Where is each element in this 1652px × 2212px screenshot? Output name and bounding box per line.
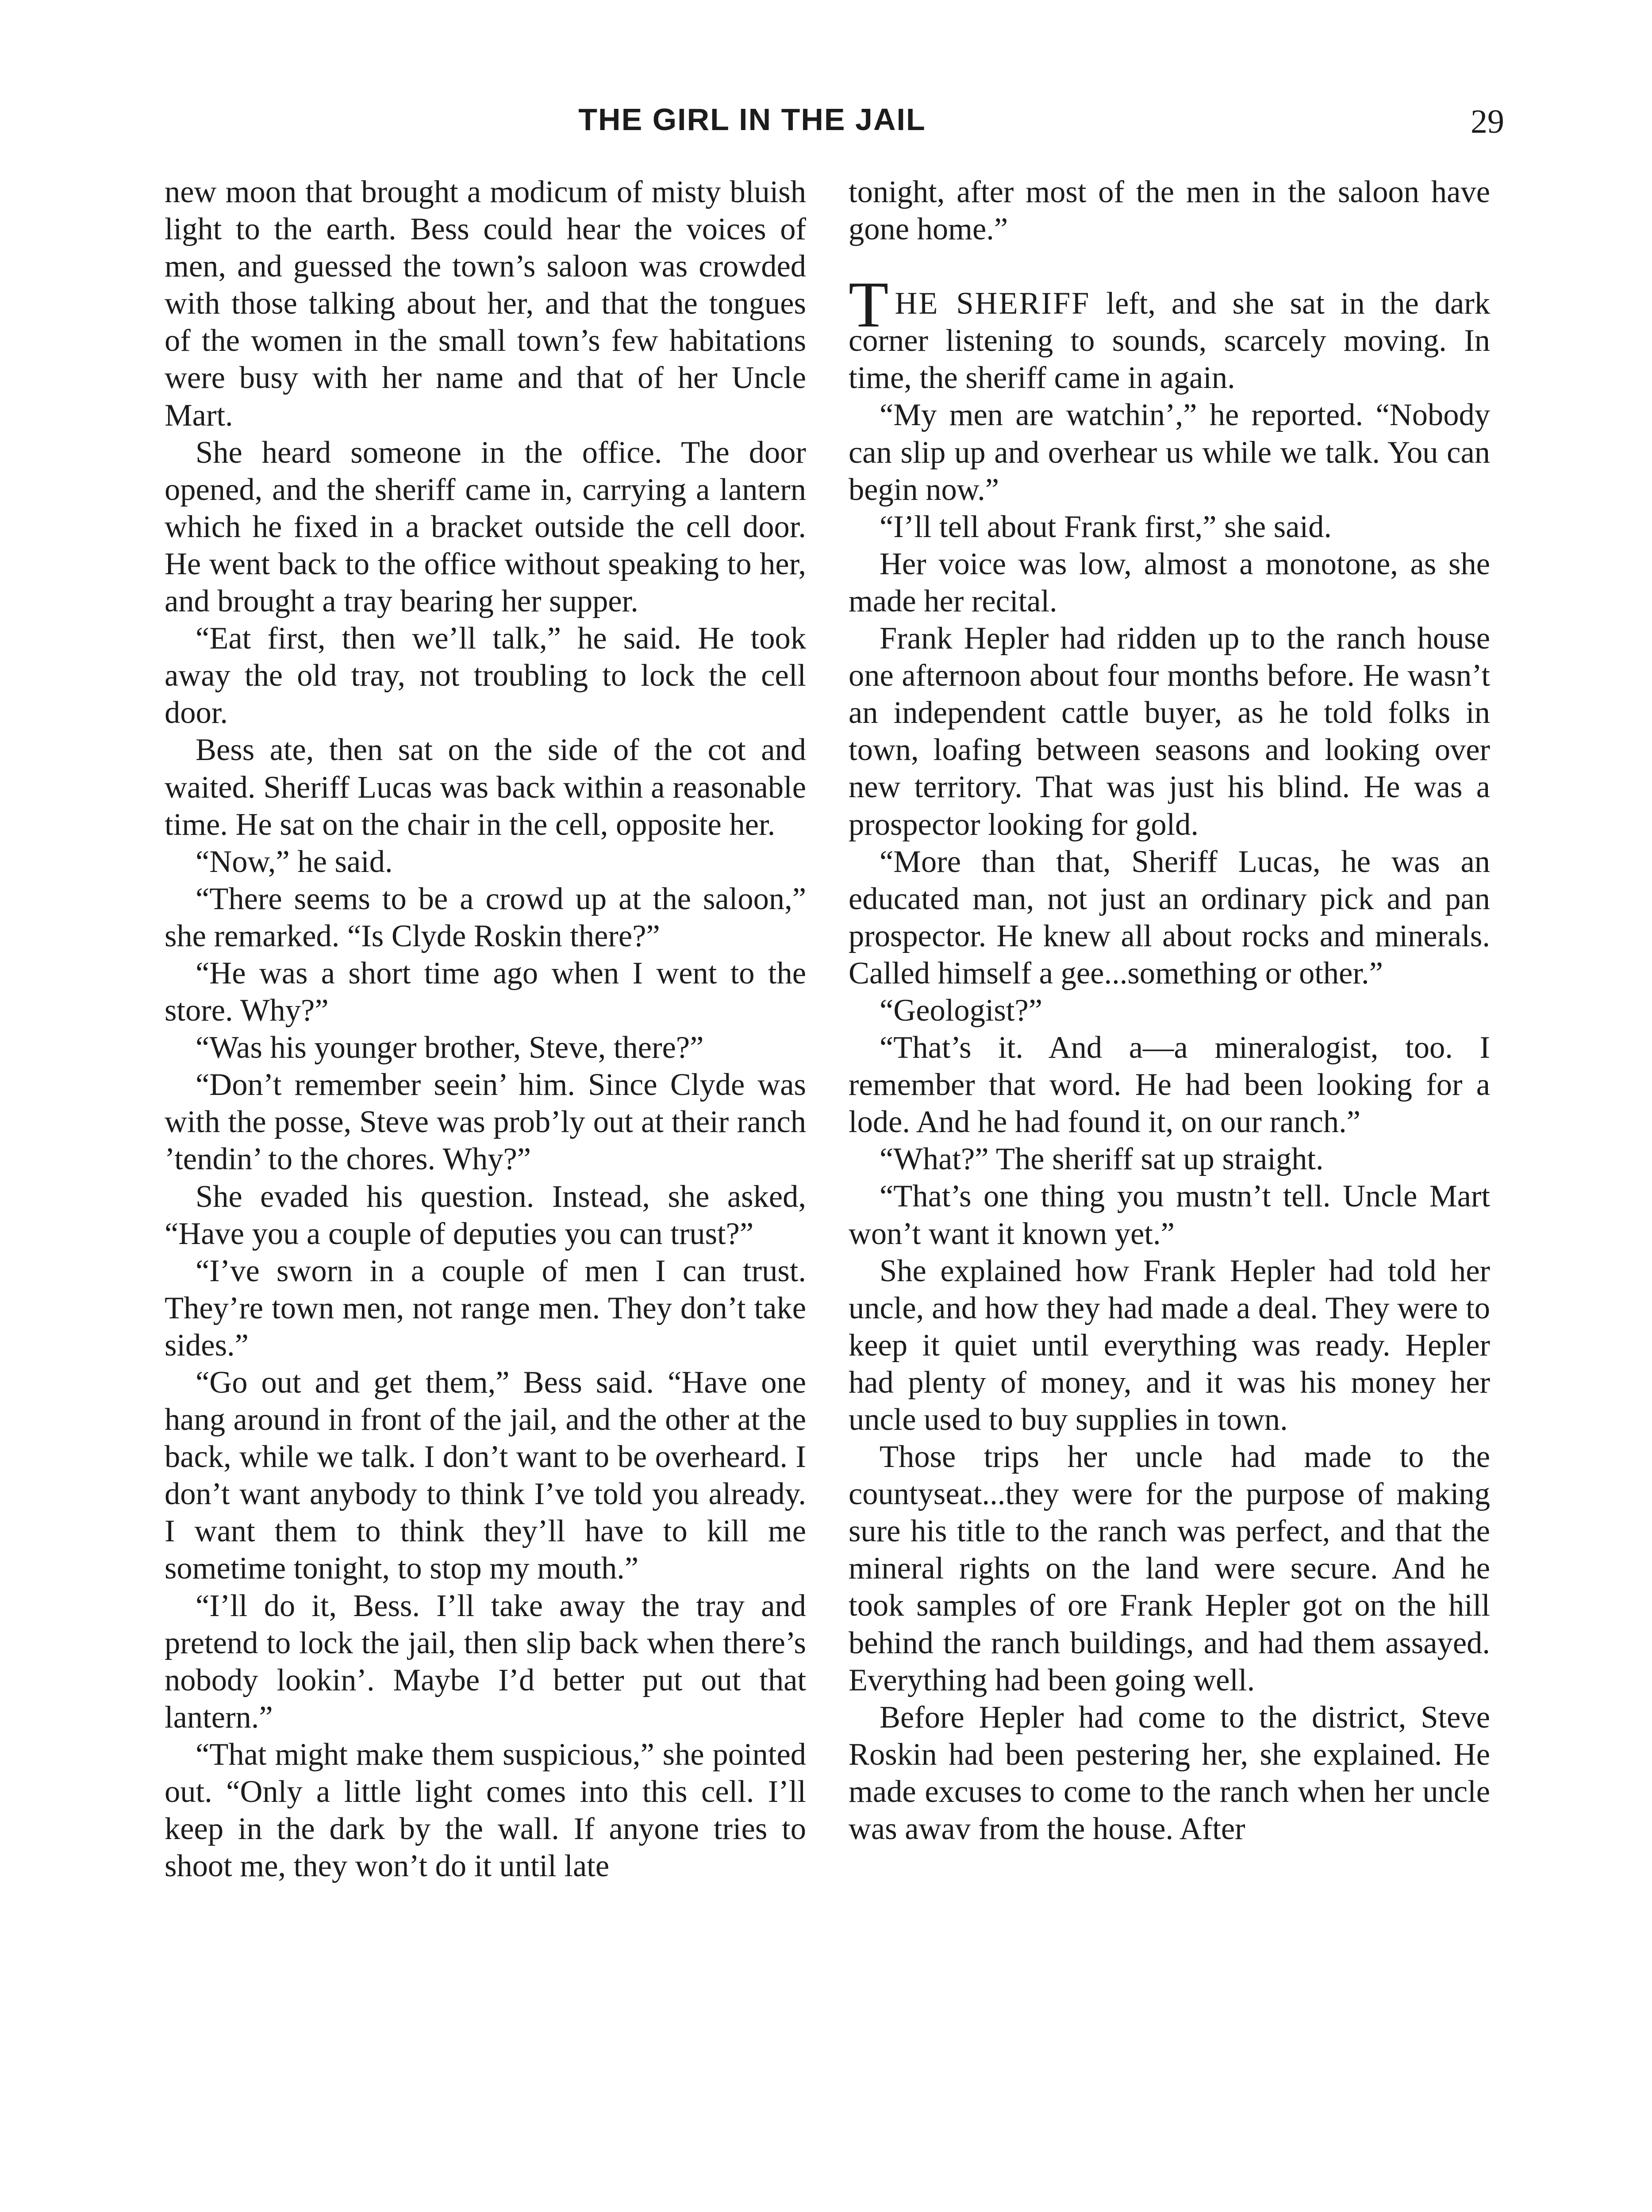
- paragraph: “Eat first, then we’ll talk,” he said. He took away the old tray, not troubling to lock the cell door.: [165, 621, 806, 730]
- paragraph: Those trips her uncle had made to the countyseat...they were for the purpose of making sure his title to the ranch was perfect, and that the mineral rights on the land were secure. And he took samples of ore Frank Hepler got on the hill behind the ranch buildings, and had them assayed. Everything had been going well.: [849, 1440, 1490, 1697]
- paragraph: “More than that, Sheriff Lucas, he was an educated man, not just an ordinary pick and pan prospector. He knew all about rocks and minerals. Called himself a gee...something or other.”: [849, 844, 1490, 991]
- page-number: 29: [1471, 103, 1504, 140]
- paragraph-text: left, and she sat in the dark corner listening to sounds, scarcely moving. In time, the sheriff came in again.: [849, 286, 1490, 396]
- paragraph: She explained how Frank Hepler had told her uncle, and how they had made a deal. They were to keep it quiet until everything was ready. Hepler had plenty of money, and it was his money her uncle used to buy supplies in town.: [849, 1253, 1490, 1437]
- paragraph: tonight, after most of the men in the saloon have gone home.”: [849, 175, 1490, 247]
- paragraph: Her voice was low, almost a monotone, as she made her recital.: [849, 546, 1490, 618]
- paragraph: “That’s it. And a—a mineralogist, too. I remember that word. He had been looking for a lode. And he had found it, on our ranch.”: [849, 1030, 1490, 1140]
- paragraph: “My men are watchin’,” he reported. “Nobody can slip up and overhear us while we talk. You can begin now.”: [849, 398, 1490, 507]
- paragraph: “There seems to be a crowd up at the saloon,” she remarked. “Is Clyde Roskin there?”: [165, 881, 806, 953]
- paragraph: new moon that brought a modicum of misty bluish light to the earth. Bess could hear the voices of men, and guessed the town’s saloon was crowded with those talking about her, and that the tongues of the women in the small town’s few habitations were busy with her name and that of her Uncle Mart.: [165, 175, 806, 433]
- paragraph: She heard someone in the office. The door opened, and the sheriff came in, carrying a lantern which he fixed in a bracket outside the cell door. He went back to the office without speaking to her, and brought a tray bearing her supper.: [165, 435, 806, 619]
- paragraph: “I’ve sworn in a couple of men I can trust. They’re town men, not range men. They don’t take sides.”: [165, 1253, 806, 1363]
- paragraph: “I’ll do it, Bess. I’ll take away the tray and pretend to lock the jail, then slip back when there’s nobody lookin’. Maybe I’d better put out that lantern.”: [165, 1588, 806, 1735]
- paragraph: “That might make them suspicious,” she pointed out. “Only a little light comes into this cell. I’ll keep in the dark by the wall. If anyone tries to shoot me, they won’t do it until late: [165, 1737, 806, 1884]
- left-text-column: [165, 173, 806, 1885]
- paragraph: “That’s one thing you mustn’t tell. Uncle Mart won’t want it known yet.”: [849, 1179, 1490, 1251]
- paragraph: “Go out and get them,” Bess said. “Have one hang around in front of the jail, and the other at the back, while we talk. I don’t want to be overheard. I don’t want anybody to think I’ve told you already. I want them to think they’ll have to kill me sometime tonight, to stop my mouth.”: [165, 1365, 806, 1586]
- paragraph: “Was his younger brother, Steve, there?”: [196, 1030, 704, 1065]
- section-opening-paragraph: [849, 269, 1490, 396]
- paragraph: Bess ate, then sat on the side of the cot and waited. Sheriff Lucas was back within a reasonable time. He sat on the chair in the cell, opposite her.: [165, 733, 806, 842]
- paragraph: “I’ll tell about Frank first,” she said.: [880, 509, 1332, 544]
- paragraph: “Geologist?”: [880, 993, 1043, 1028]
- paragraph: “Don’t remember seein’ him. Since Clyde was with the posse, Steve was prob’ly out at their ranch ’tendin’ to the chores. Why?”: [165, 1068, 806, 1177]
- paragraph: She evaded his question. Instead, she asked, “Have you a couple of deputies you can trust?”: [165, 1179, 806, 1251]
- paragraph: “He was a short time ago when I went to the store. Why?”: [165, 956, 806, 1028]
- paragraph: Before Hepler had come to the district, Steve Roskin had been pestering her, she explained. He made excuses to come to the ranch when her uncle was awav from the house. After: [849, 1700, 1490, 1847]
- drop-cap: T: [849, 269, 889, 342]
- paragraph: Frank Hepler had ridden up to the ranch house one afternoon about four months before. He wasn’t an independent cattle buyer, as he told folks in town, loafing between seasons and looking over new territory. That was just his blind. He was a prospector looking for gold.: [849, 621, 1490, 842]
- small-caps-lead: HE SHERIFF: [895, 286, 1091, 321]
- right-text-column: [849, 173, 1490, 1847]
- running-title: THE GIRL IN THE JAIL: [578, 102, 926, 137]
- paragraph: “Now,” he said.: [196, 844, 393, 879]
- paragraph: “What?” The sheriff sat up straight.: [880, 1142, 1324, 1177]
